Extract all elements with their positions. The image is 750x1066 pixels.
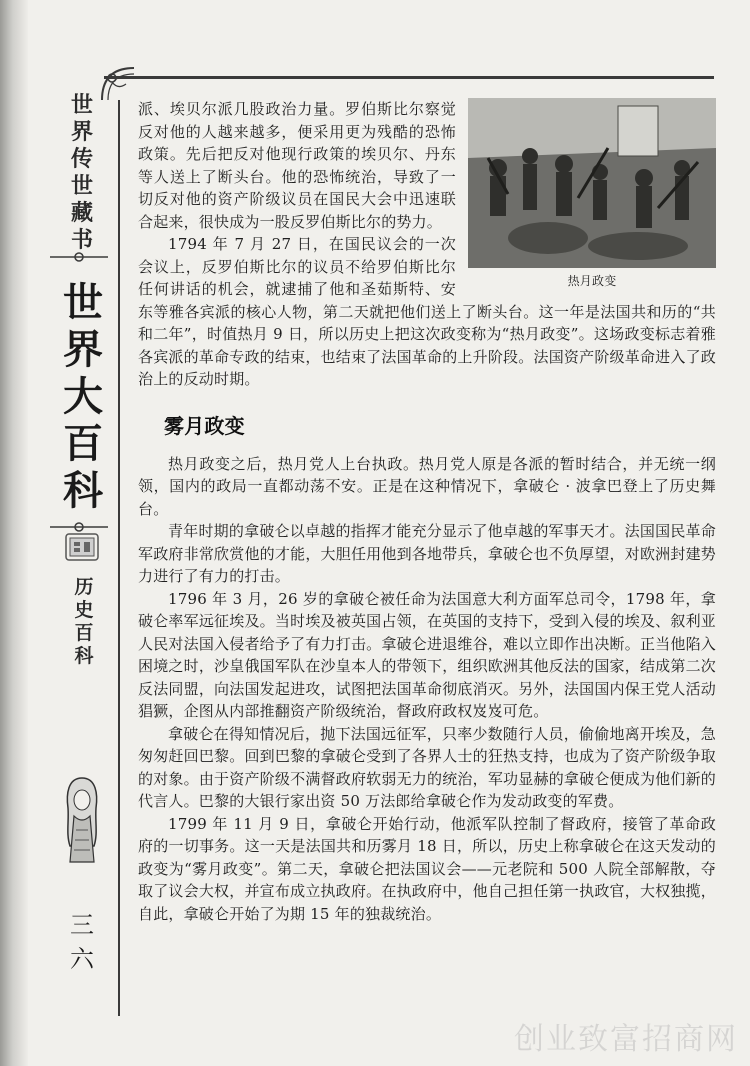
- paragraph: 拿破仑在得知情况后，抛下法国远征军，只率少数随行人员，偷偷地离开埃及，急匆匆赶回巴黎。回到巴黎的拿破仑受到了各界人士的狂热支持，也成为了资产阶级争取的对象。由于资产阶级不满督政府软弱无力的统治，军功显赫的拿破仑便成为他们新的代言人。巴黎的大银行家出资 50 万法郎给拿破仑作为发动政变的军费。: [138, 724, 716, 810]
- thermidor-engraving-image: [468, 98, 716, 268]
- page-number: 三六: [70, 911, 94, 973]
- book-name: 世界大百科: [63, 280, 103, 514]
- frame-left-border: [118, 100, 120, 1016]
- figure-thermidor: [468, 98, 716, 290]
- woman-portrait-icon: [60, 774, 104, 866]
- section-heading: 雾月政变: [164, 413, 245, 438]
- watermark-text: 创业致富招商网: [514, 1022, 738, 1057]
- paragraph: 青年时期的拿破仑以卓越的指挥才能充分显示了他卓越的军事天才。法国国民革命军政府非常欣赏他的才能，大胆任用他到各地带兵，拿破仑也不负厚望，对欧洲封建势力进行了有力的打击。: [138, 522, 716, 585]
- frame-top-border: [104, 76, 714, 79]
- paragraph: 热月政变之后，热月党人上台执政。热月党人原是各派的暂时结合，并无统一纲领，国内的政局一直都动荡不安。正是在这种情况下，拿破仑 · 波拿巴登上了历史舞台。: [138, 454, 716, 518]
- paragraph: 派、埃贝尔派几股政治力量。罗伯斯比尔察觉反对他的人越来越多，便采用更为残酷的恐怖政策。先后把反对他现行政策的埃贝尔、丹东等人送上了断头台。他的恐怖统治，导致了一切反对他的资产阶级议员在国民大会中迅速联合起来，很快成为一股反罗伯斯比尔的势力。: [138, 100, 456, 231]
- main-text-column: [138, 98, 716, 925]
- figure-caption: 热月政变: [567, 274, 617, 288]
- sidebar: [44, 80, 116, 1006]
- series-name: 世界传世藏书: [70, 93, 93, 253]
- category-label: 历史百科: [74, 576, 94, 667]
- divider-ornament-icon: [50, 250, 108, 264]
- paragraph: 1796 年 3 月，26 岁的拿破仑被任命为法国意大利方面军总司令，1798 年，拿破仑率军远征埃及。当时埃及被英国占领，在英国的支持下，受到入侵的埃及、叙利亚人民对法国入侵者给予了有力打击。拿破仑进退维谷，难以立即作出决断。正当他陷入困境之时，沙皇俄国军队在沙皇本人的带领下，组织欧洲其他反法的国家，结成第二次反法同盟，向法国发起进攻，试图把法国革命彻底消灭。另外，法国国内保王党人活动猖獗，企图从内部推翻资产阶级统治，督政府政权岌岌可危。: [138, 589, 716, 720]
- paragraph: 1799 年 11 月 9 日，拿破仑开始行动，他派军队控制了督政府，接管了革命政府的一切事务。这一天是法国共和历雾月 18 日，所以，历史上称拿破仑在这天发动的政变为“雾月政变”。第二天，拿破仑把法国议会——元老院和 500 人院全部解散，夺取了议会大权，并宣布成立执政府。在执政府中，他自己担任第一执政官，大权独揽，自此，拿破仑开始了为期 15 年的独裁统治。: [138, 814, 716, 923]
- seal-stamp-icon: [64, 532, 100, 562]
- page-binding-shadow: [0, 0, 28, 1066]
- paragraph: 1794 年 7 月 27 日，在国民议会的一次会议上，反罗伯斯比尔的议员不给罗伯斯比尔任何讲话的机会，就逮捕了他和圣茹斯特、安东等雅各宾派的核心人物，第二天就把他们送上了断头台。这一年是法国共和历的“共和二年”，时值热月 9 日，所以历史上把这次政变称为“热月政变”。这场政变标志着雅各宾派的革命专政的结束，也结束了法国革命的上升阶段。法国资产阶级革命进入了政治上的反动时期。: [138, 235, 716, 388]
